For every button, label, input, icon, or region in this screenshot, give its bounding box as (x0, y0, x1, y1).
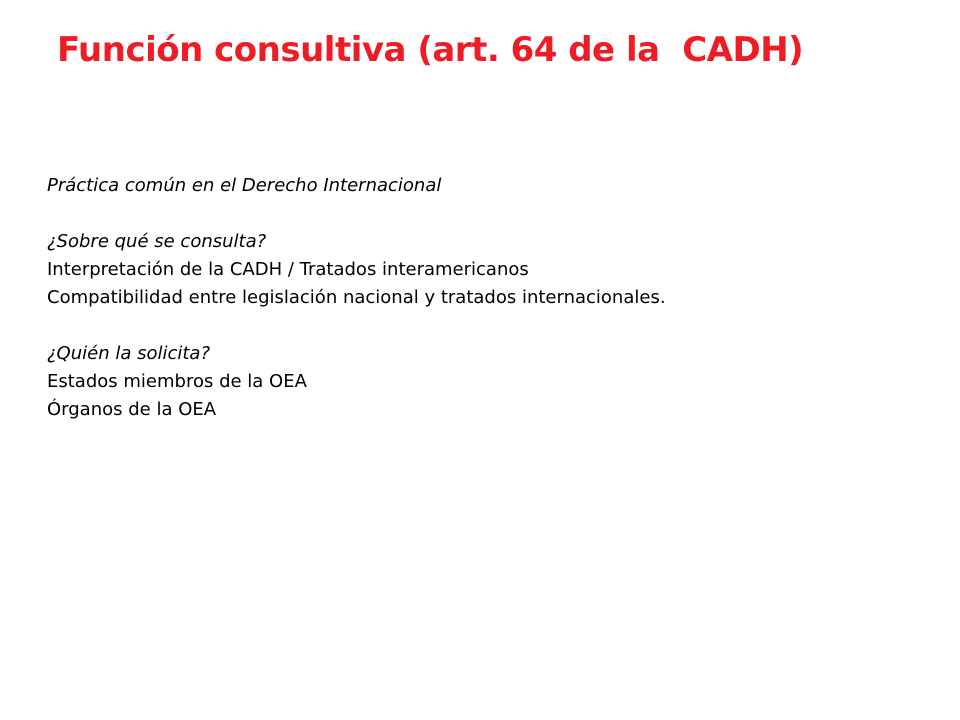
spacer (47, 200, 927, 228)
slide-body (47, 172, 927, 424)
intro-line: Práctica común en el Derecho Internacional (47, 175, 442, 196)
requester-item-organs: Órganos de la OEA (47, 399, 217, 420)
subject-item-interpretation: Interpretación de la CADH / Tratados interamericanos (47, 259, 529, 280)
question-subject: ¿Sobre qué se consulta? (47, 231, 267, 252)
requester-item-states: Estados miembros de la OEA (47, 371, 307, 392)
subject-item-compatibility: Compatibilidad entre legislación nacional y tratados internacionales. (47, 287, 666, 308)
spacer (47, 312, 927, 340)
question-requester: ¿Quién la solicita? (47, 343, 211, 364)
slide-title: Función consultiva (art. 64 de la CADH) (57, 30, 804, 70)
